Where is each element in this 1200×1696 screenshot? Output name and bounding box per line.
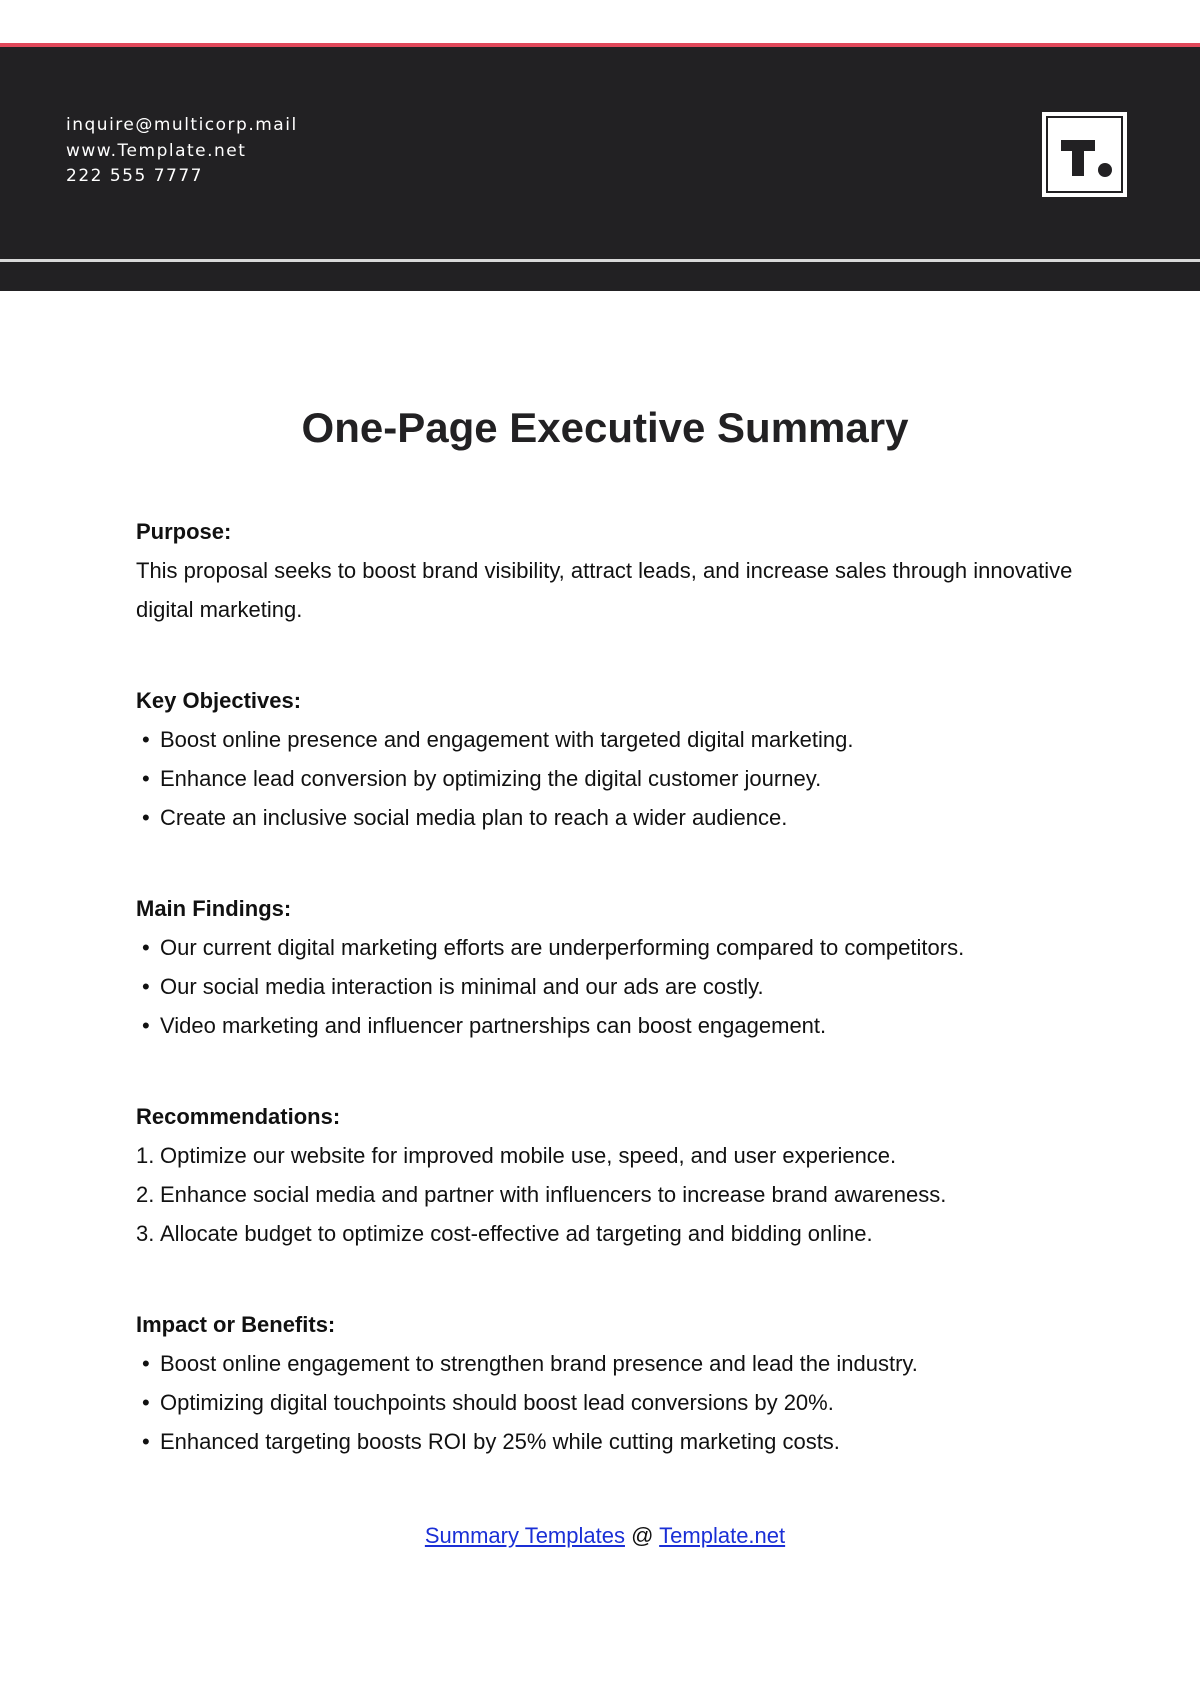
logo-frame xyxy=(1046,116,1123,193)
list-item xyxy=(136,1175,1096,1214)
list-text: Optimize our website for improved mobile use, speed, and user experience. xyxy=(160,1143,897,1168)
objectives-list xyxy=(136,720,1096,837)
list-text: Allocate budget to optimize cost-effective ad targeting and bidding online. xyxy=(160,1221,873,1246)
findings-heading: Main Findings: xyxy=(136,896,292,921)
list-text: Enhance social media and partner with influencers to increase brand awareness. xyxy=(160,1182,947,1207)
contact-email: inquire@multicorp.mail xyxy=(66,115,298,135)
list-item: • Enhanced targeting boosts ROI by 25% while cutting marketing costs. xyxy=(136,1422,1096,1461)
list-number: 2. xyxy=(136,1182,155,1207)
contact-phone: 222 555 7777 xyxy=(66,166,203,186)
purpose-text: This proposal seeks to boost brand visibility, attract leads, and increase sales through innovative digital marketing. xyxy=(136,558,1073,622)
list-number: 1. xyxy=(136,1143,155,1168)
list-item xyxy=(136,1136,1096,1175)
header-divider xyxy=(0,259,1200,262)
impact-list xyxy=(136,1344,1096,1461)
footer-credit xyxy=(0,1516,1200,1555)
findings-list xyxy=(136,928,1096,1045)
header-band xyxy=(0,43,1200,291)
template-net-link[interactable]: Template.net xyxy=(659,1523,786,1548)
objectives-heading: Key Objectives: xyxy=(136,688,302,713)
list-item: • Our social media interaction is minimal and our ads are costly. xyxy=(136,967,1096,1006)
list-item: • Boost online engagement to strengthen brand presence and lead the industry. xyxy=(136,1344,1096,1383)
list-item: • Create an inclusive social media plan to reach a wider audience. xyxy=(136,798,1096,837)
list-number: 3. xyxy=(136,1221,155,1246)
purpose-section xyxy=(136,512,1096,629)
impact-heading: Impact or Benefits: xyxy=(136,1312,336,1337)
list-item: • Boost online presence and engagement with targeted digital marketing. xyxy=(136,720,1096,759)
page-title: One-Page Executive Summary xyxy=(301,404,909,451)
recommendations-section xyxy=(136,1097,1096,1253)
template-logo xyxy=(1042,112,1127,197)
logo-t-stem xyxy=(1072,140,1084,176)
recommendations-list xyxy=(136,1136,1096,1253)
findings-section xyxy=(136,889,1096,1045)
list-item: • Optimizing digital touchpoints should boost lead conversions by 20%. xyxy=(136,1383,1096,1422)
summary-content xyxy=(136,512,1096,1513)
purpose-heading: Purpose: xyxy=(136,519,232,544)
summary-templates-link[interactable]: Summary Templates xyxy=(424,1523,625,1548)
recommendations-heading: Recommendations: xyxy=(136,1104,341,1129)
impact-section xyxy=(136,1305,1096,1461)
list-item: • Enhance lead conversion by optimizing the digital customer journey. xyxy=(136,759,1096,798)
logo-dot xyxy=(1098,163,1112,177)
footer-separator: @ xyxy=(631,1523,654,1548)
objectives-section xyxy=(136,681,1096,837)
list-item: • Our current digital marketing efforts are underperforming compared to competitors. xyxy=(136,928,1096,967)
contact-website: www.Template.net xyxy=(66,140,247,161)
list-item: • Video marketing and influencer partnerships can boost engagement. xyxy=(136,1006,1096,1045)
contact-block xyxy=(66,113,298,190)
list-item xyxy=(136,1214,1096,1253)
